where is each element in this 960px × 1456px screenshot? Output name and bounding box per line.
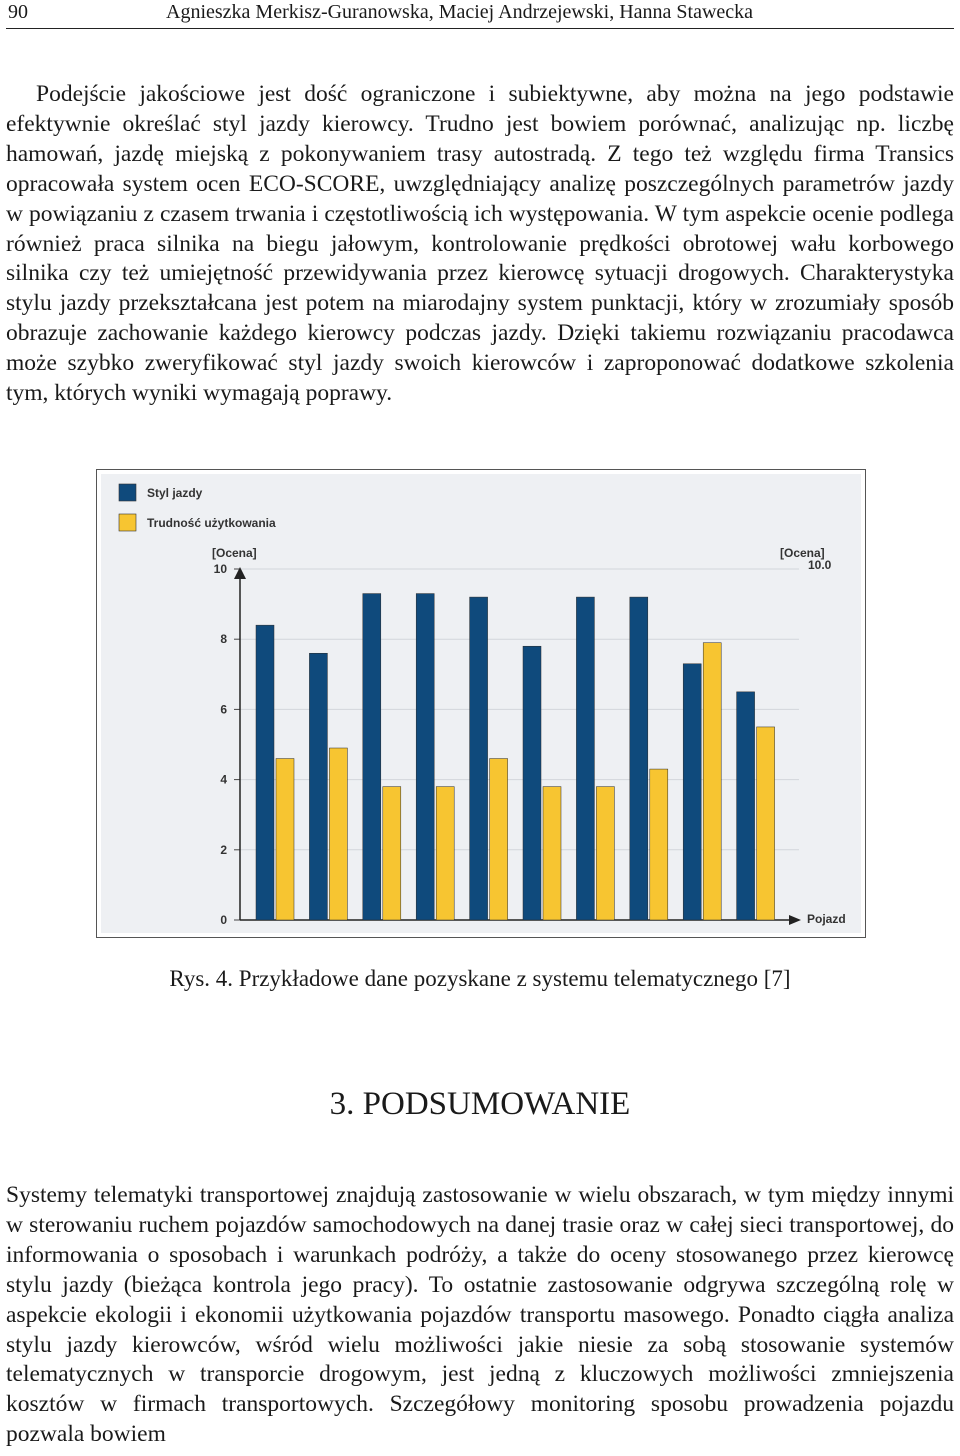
legend-swatch-1 <box>119 484 136 501</box>
bar-trudnosc-7 <box>596 787 614 920</box>
bar-trudnosc-9 <box>703 643 721 920</box>
section-title: 3. PODSUMOWANIE <box>329 1086 631 1122</box>
legend-label-2: Trudność użytkowania <box>147 516 276 530</box>
bar-trudnosc-6 <box>543 787 561 920</box>
bar-chart <box>97 470 865 937</box>
bar-trudnosc-10 <box>757 727 775 920</box>
y-axis-right-max-label: 10.0 <box>808 558 832 572</box>
bar-styl-jazdy-2 <box>309 653 327 920</box>
bar-trudnosc-2 <box>329 748 347 920</box>
figure-chart <box>96 469 866 938</box>
bar-styl-jazdy-7 <box>576 597 594 920</box>
y-tick-label-4: 4 <box>220 772 227 787</box>
legend-label-1: Styl jazdy <box>147 486 203 500</box>
y-tick-label-10: 10 <box>213 562 227 576</box>
legend-swatch-2 <box>119 514 136 531</box>
figure-caption: Rys. 4. Przykładowe dane pozyskane z systemu telematycznego [7] <box>169 966 791 991</box>
y-tick-label-2: 2 <box>220 842 227 857</box>
page-number: 90 <box>8 1 28 23</box>
bar-trudnosc-8 <box>650 769 668 920</box>
bar-trudnosc-4 <box>436 787 454 920</box>
header-authors: Agnieszka Merkisz-Guranowska, Maciej Andrzejewski, Hanna Stawecka <box>166 1 754 23</box>
bar-styl-jazdy-1 <box>256 625 274 920</box>
body-paragraph-2: Systemy telematyki transportowej znajdują zastosowanie w wielu obszarach, w tym między innymi w sterowaniu ruchem pojazdów samochodowych na danej trasie oraz w całej sieci transportowej, do informowania o sposobach i warunkach podróży, a także do oceny stosowanego przez kierowcę stylu jazdy (bieżąca kontrola jego pracy). To ostatnie zastosowanie odgrywa szczególną rolę w aspekcie ekologii i ekonomii użytkowania pojazdów transportu masowego. Ponadto ciągła analiza stylu jazdy kierowców, wśród wielu możliwości jakie niesie za sobą stosowanie systemów telematycznych w transporcie drogowym, jest jedną z kluczowych możliwości zmniejszenia kosztów w firmach transportowych. Szczegółowy monitoring sposobu prowadzenia pojazdu pozwala bowiem <box>6 1182 954 1448</box>
bar-styl-jazdy-4 <box>416 594 434 920</box>
bar-trudnosc-3 <box>383 787 401 920</box>
x-axis-label: Pojazd <box>807 912 846 926</box>
bar-styl-jazdy-3 <box>363 594 381 920</box>
bar-trudnosc-5 <box>490 759 508 920</box>
y-axis-label-left: [Ocena] <box>212 546 257 560</box>
bar-styl-jazdy-5 <box>470 597 488 920</box>
running-header <box>6 0 954 29</box>
bar-trudnosc-1 <box>276 759 294 920</box>
bar-styl-jazdy-8 <box>630 597 648 920</box>
y-tick-label-0: 0 <box>220 913 227 927</box>
y-tick-label-8: 8 <box>220 632 227 647</box>
y-tick-label-6: 6 <box>220 702 227 717</box>
bar-styl-jazdy-9 <box>683 664 701 920</box>
y-axis-label-right: [Ocena] <box>780 546 825 560</box>
bar-styl-jazdy-6 <box>523 646 541 920</box>
body-paragraph-1: Podejście jakościowe jest dość ograniczone i subiektywne, aby można na jego podstawie efektywnie określać styl jazdy kierowcy. Trudno jest bowiem porównać, analizując np. liczbę hamowań, jazdę miejską z pokonywaniem trasy autostradą. Z tego też względu firma Transics opracowała system ocen ECO-SCORE, uwzględniający analizę poszczególnych parametrów jazdy w powiązaniu z czasem trwania i częstotliwością ich występowania. W tym aspekcie ocenie podlega również praca silnika na biegu jałowym, kontrolowanie prędkości obrotowej wału korbowego silnika czy też umiejętność przewidywania przez kierowcę sytuacji drogowych. Charakterystyka stylu jazdy przekształcana jest potem na miarodajny system punktacji, który w zrozumiały sposób obrazuje zachowanie każdego kierowcy podczas jazdy. Dzięki takiemu rozwiązaniu pracodawca może szybko zweryfikować styl jazdy swoich kierowców i zaproponować dodatkowe szkolenia tym, których wyniki wymagają poprawy. <box>6 81 954 407</box>
bar-styl-jazdy-10 <box>737 692 755 920</box>
